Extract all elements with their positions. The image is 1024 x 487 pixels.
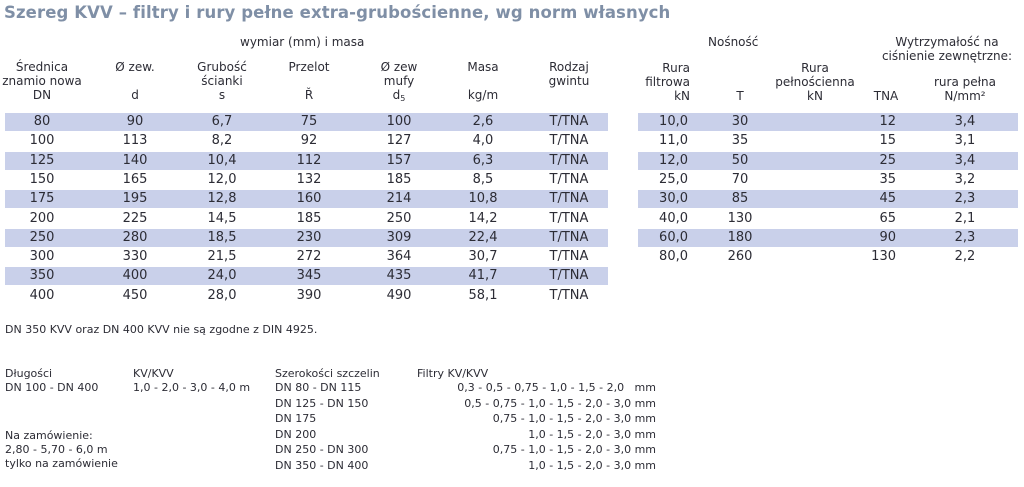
right-cell [770,210,860,228]
right-cell: 2,1 [954,210,976,226]
left-cell: 350 [29,268,55,284]
right-cell: 260 [727,249,753,265]
right-cell: 90 [879,229,896,245]
header-thread-type: Rodzaj gwintu [548,60,590,88]
left-cell: 14,2 [468,210,498,226]
header-outer-diameter: Ø zew. d [115,60,155,102]
right-cell: 60,0 [659,229,688,245]
right-cell: 180 [727,229,753,245]
left-cell: 8,2 [211,133,233,149]
left-cell: 12,8 [207,191,237,207]
left-cell: 195 [122,191,148,207]
left-cell: 490 [386,287,412,303]
left-cell: 450 [122,287,148,303]
slot-widths-label: Szerokości szczelin [275,367,380,380]
right-cell: 65 [879,210,896,226]
left-cell: 300 [29,249,55,265]
right-cell: 12 [879,114,896,129]
left-cell: 400 [122,268,148,284]
header-strength: rura pełna N/mm² [933,75,996,103]
header-mass: Masa kg/m [467,60,499,102]
order-values: 2,80 - 5,70 - 6,0 m [5,443,108,456]
left-cell: T/TNA [549,287,589,303]
right-cell: 45 [879,191,896,207]
right-cell [770,113,860,131]
right-cell: 25,0 [659,171,688,187]
left-cell: 435 [386,268,412,284]
page-title: Szereg KVV – filtry i rury pełne extra-grubościenne, wg norm własnych [4,3,671,22]
left-cell: 30,7 [468,249,498,265]
right-cell: 2,3 [954,191,976,207]
header-wall-thickness: Grubość ścianki s [197,60,247,102]
left-cell: 309 [386,229,412,245]
left-cell: 157 [386,152,412,168]
left-cell: 250 [386,210,412,226]
left-cell: 28,0 [207,287,237,303]
filters-kvv-label: Filtry KV/KVV [417,367,489,380]
left-cell: 2,6 [472,114,494,129]
header-tna: TNA [873,89,899,103]
right-cell: 30 [731,114,749,129]
header-filter-pipe: Rura filtrowa kN [645,61,690,103]
left-cell: 345 [296,268,322,284]
left-cell: 90 [126,114,144,129]
slot-width-values: 0,3 - 0,5 - 0,75 - 1,0 - 1,5 - 2,0 mm [457,381,656,394]
right-cell: 80,0 [659,249,688,265]
left-cell: 132 [296,171,322,187]
left-cell: T/TNA [549,171,589,187]
left-cell: 175 [29,191,55,207]
lengths-range: DN 100 - DN 400 [5,381,99,394]
right-cell: 3,1 [954,133,976,149]
slot-width-values: 0,75 - 1,0 - 1,5 - 2,0 - 3,0 mm [492,412,656,425]
right-cell: 3,4 [954,152,976,168]
header-t: T [736,89,744,103]
right-cell [770,132,860,150]
left-cell: 200 [29,210,55,226]
right-cell: 2,3 [954,229,976,245]
strength-group-header: Wytrzymałość na ciśnienie zewnętrzne: [881,35,1013,63]
left-cell: 92 [300,133,318,149]
slot-width-values: 0,5 - 0,75 - 1,0 - 1,5 - 2,0 - 3,0 mm [464,396,656,410]
right-cell: 10,0 [659,114,688,129]
right-cell: 25 [879,152,896,168]
right-cell: 35 [731,133,749,149]
left-cell: 6,7 [211,114,233,129]
right-cell [770,248,860,266]
left-cell: 112 [296,152,322,168]
left-cell: 225 [122,210,148,226]
right-cell: 50 [731,152,749,168]
left-cell: T/TNA [549,114,589,129]
left-cell: 6,3 [472,152,494,168]
load-capacity-group-header: Nośność [708,35,759,49]
left-cell: 230 [296,229,322,245]
header-full-pipe: Rura pełnościenna kN [775,61,855,103]
header-dn: Średnica znamio nowa DN [2,60,82,102]
left-cell: 4,0 [472,133,494,149]
slot-dn-range: DN 250 - DN 300 [275,443,369,456]
left-cell: 75 [300,114,318,129]
slot-dn-range: DN 200 [275,427,317,441]
left-cell: T/TNA [549,210,589,226]
slot-width-values: 0,75 - 1,0 - 1,5 - 2,0 - 3,0 mm [492,443,656,456]
left-cell: 100 [29,133,55,149]
right-cell: 40,0 [659,210,688,226]
left-cell: 400 [29,287,55,303]
slot-width-values: 1,0 - 1,5 - 2,0 - 3,0 mm [528,427,656,441]
right-cell: 11,0 [659,133,688,149]
right-cell: 85 [731,191,749,207]
left-cell: T/TNA [549,249,589,265]
left-cell: 330 [122,249,148,265]
right-cell: 130 [727,210,753,226]
right-cell: 130 [871,249,896,265]
left-cell: 150 [29,171,55,187]
slot-dn-range: DN 350 - DN 400 [275,458,369,472]
lengths-label: Długości [5,367,53,380]
right-cell: 12,0 [659,152,688,168]
left-cell: 185 [296,210,322,226]
left-cell: 160 [296,191,322,207]
right-cell: 35 [879,171,896,187]
right-cell: 3,4 [954,114,976,129]
left-cell: T/TNA [549,268,589,284]
right-cell [770,152,860,170]
kv-label: KV/KVV [133,367,174,380]
left-cell: 214 [386,191,412,207]
order-only-note: tylko na zamówienie [5,457,118,470]
header-sleeve-diameter: Ø zew mufy $d_5$ [380,60,418,103]
left-cell: 14,5 [207,210,237,226]
slot-width-values: 1,0 - 1,5 - 2,0 - 3,0 mm [528,458,656,472]
left-cell: 272 [296,249,322,265]
slot-dn-range: DN 80 - DN 115 [275,381,362,394]
left-cell: 127 [386,133,412,149]
dimensions-group-header: wymiar (mm) i masa [240,35,365,49]
right-cell [770,229,860,247]
left-cell: 22,4 [468,229,498,245]
right-cell: 2,2 [954,249,976,265]
right-cell [770,190,860,208]
left-cell: 12,0 [207,171,237,187]
right-cell: 3,2 [954,171,976,187]
left-cell: 250 [29,229,55,245]
left-cell: T/TNA [549,152,589,168]
left-cell: 41,7 [468,268,498,284]
left-cell: 364 [386,249,412,265]
left-cell: T/TNA [549,191,589,207]
slot-dn-range: DN 175 [275,412,317,425]
left-cell: 80 [33,114,51,129]
slot-dn-range: DN 125 - DN 150 [275,396,369,410]
left-cell: 100 [386,114,412,129]
right-cell [770,171,860,189]
left-cell: 165 [122,171,148,187]
din-note: DN 350 KVV oraz DN 400 KVV nie są zgodne z DIN 4925. [5,323,318,336]
right-cell: 70 [731,171,749,187]
left-cell: 18,5 [207,229,237,245]
left-cell: 113 [122,133,148,149]
left-cell: 125 [29,152,55,168]
right-cell: 15 [879,133,896,149]
left-cell: 21,5 [207,249,237,265]
order-label: Na zamówienie: [5,429,93,442]
left-cell: 24,0 [207,268,237,284]
left-cell: 185 [386,171,412,187]
left-cell: 58,1 [468,287,498,303]
left-cell: 10,4 [207,152,237,168]
right-cell: 30,0 [659,191,688,207]
left-cell: 10,8 [468,191,498,207]
kv-values: 1,0 - 2,0 - 3,0 - 4,0 m [133,381,251,394]
left-cell: 280 [122,229,148,245]
left-cell: 390 [296,287,322,303]
left-cell: T/TNA [549,133,589,149]
left-cell: 8,5 [472,171,494,187]
left-cell: T/TNA [549,229,589,245]
left-cell: 140 [122,152,148,168]
header-bore: Przelot Ř [288,60,330,102]
